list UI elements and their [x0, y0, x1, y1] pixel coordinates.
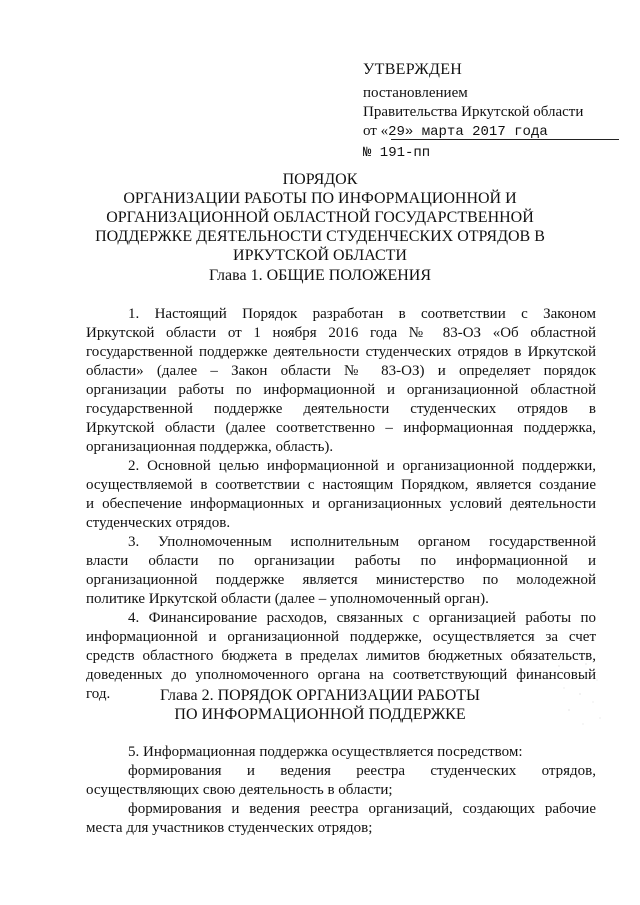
chapter-2-heading	[60, 686, 580, 724]
approval-line: Правительства Иркутской области	[363, 104, 584, 120]
text-line: осуществляемой в соответствии с настоящим Порядком, является создание	[86, 477, 596, 493]
text-line: формирования и ведения реестра организаций, создающих рабочие	[128, 801, 596, 817]
text-line: организационная поддержка, область).	[86, 439, 334, 455]
title-line: ОРГАНИЗАЦИИ РАБОТЫ ПО ИНФОРМАЦИОННОЙ И	[123, 190, 517, 207]
title-line: ПОДДЕРЖКЕ ДЕЯТЕЛЬНОСТИ СТУДЕНЧЕСКИХ ОТРЯДОВ В	[95, 228, 545, 245]
text-line: власти области по организации работы по информационной и	[86, 553, 596, 569]
text-line: Иркутской области (далее соответственно – информационная поддержка,	[86, 420, 596, 436]
text-line: 1. Настоящий Порядок разработан в соответствии с Законом	[128, 306, 596, 322]
chapter-heading-line: Глава 2. ПОРЯДОК ОРГАНИЗАЦИИ РАБОТЫ	[159, 687, 480, 704]
chapter-1-heading	[60, 266, 580, 285]
title-line: ОРГАНИЗАЦИОННОЙ ОБЛАСТНОЙ ГОСУДАРСТВЕННОЙ	[106, 209, 534, 226]
text-line: информационной и организационной поддержке, осуществляется за счет	[86, 629, 596, 645]
text-line: доведенных до уполномоченного органа на соответствующий финансовый	[86, 667, 596, 683]
text-line: год.	[86, 686, 111, 702]
text-line: политике Иркутской области (далее – уполномоченный орган).	[86, 591, 489, 607]
date-rest: » марта 2017 года	[404, 124, 548, 140]
text-line: студенческих отрядов.	[86, 515, 231, 531]
text-line: средств областного бюджета в пределах лимитов бюджетных обязательств,	[86, 648, 596, 664]
approval-heading: УТВЕРЖДЕН	[363, 61, 463, 78]
paragraph-5	[86, 743, 596, 838]
text-line: 3. Уполномоченным исполнительным органом государственной	[128, 534, 596, 550]
text-line: 2. Основной целью информационной и организационной поддержки,	[128, 458, 596, 474]
text-line: 4. Финансирование расходов, связанных с организацией работы по	[128, 610, 596, 626]
paragraph-1	[86, 305, 596, 457]
paragraph-2	[86, 457, 596, 533]
text-line: государственной поддержке деятельности студенческих отрядов в	[86, 401, 596, 417]
approval-number: № 191-пп	[363, 145, 431, 161]
date-underline	[391, 139, 619, 140]
document-title	[60, 170, 580, 265]
paragraph-3	[86, 533, 596, 609]
text-line: и обеспечение информационных и организационных условий деятельности	[86, 496, 596, 512]
approval-line: постановлением	[363, 85, 468, 101]
text-line: осуществляющих свою деятельность в области;	[86, 782, 393, 798]
approval-date	[363, 122, 583, 142]
date-day: 29	[388, 124, 405, 140]
title-line: ПОРЯДОК	[282, 171, 358, 188]
title-line: ИРКУТСКОЙ ОБЛАСТИ	[233, 247, 407, 264]
text-line: формирования и ведения реестра студенческих отрядов,	[128, 763, 596, 779]
date-prefix: от «	[363, 123, 389, 139]
text-line: государственной поддержке деятельности студенческих отрядов в Иркутской	[86, 344, 596, 360]
chapter-heading-line: Глава 1. ОБЩИЕ ПОЛОЖЕНИЯ	[209, 267, 431, 284]
text-line: места для участников студенческих отрядов;	[86, 820, 373, 836]
chapter-heading-line: ПО ИНФОРМАЦИОННОЙ ПОДДЕРЖКЕ	[174, 706, 466, 723]
scan-noise	[555, 660, 605, 730]
text-line: организационной поддержке является министерство по молодежной	[86, 572, 596, 588]
text-line: области» (далее – Закон области № 83-ОЗ) и определяет порядок	[86, 363, 596, 379]
text-line: 5. Информационная поддержка осуществляется посредством:	[128, 744, 523, 760]
text-line: организации работы по информационной и организационной областной	[86, 382, 596, 398]
text-line: Иркутской области от 1 ноября 2016 года № 83-ОЗ «Об областной	[86, 325, 596, 341]
approval-stamp	[363, 60, 583, 163]
